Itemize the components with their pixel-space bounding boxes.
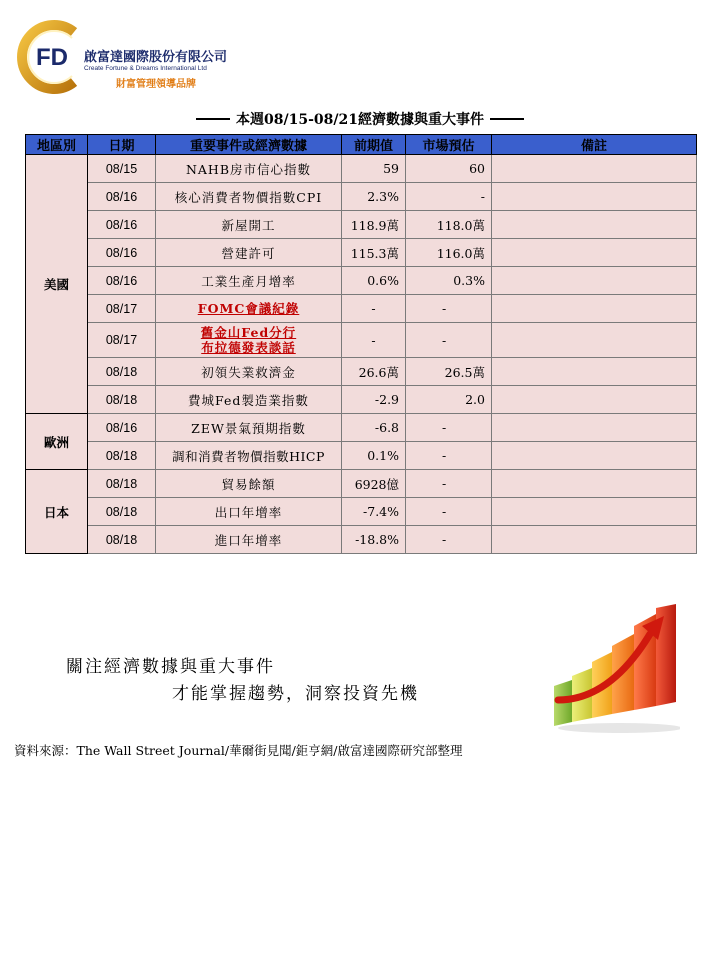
previous-cell: 6928億 (342, 470, 406, 498)
previous-cell: 26.6萬 (342, 358, 406, 386)
event-cell: 工業生產月增率 (156, 267, 342, 295)
event-cell: 費城Fed製造業指數 (156, 386, 342, 414)
notes-cell (492, 183, 697, 211)
footer-slogan-line-1: 關注經濟數據與重大事件 (66, 657, 275, 677)
footer-slogan-line-2: 才能掌握趨勢，洞察投資先機 (172, 684, 419, 704)
date-cell: 08/18 (88, 498, 156, 526)
event-cell: 貿易餘額 (156, 470, 342, 498)
notes-cell (492, 295, 697, 323)
company-logo (14, 18, 254, 98)
forecast-cell: - (406, 526, 492, 554)
notes-cell (492, 386, 697, 414)
notes-cell (492, 358, 697, 386)
previous-cell: 2.3% (342, 183, 406, 211)
forecast-cell: 60 (406, 155, 492, 183)
notes-cell (492, 414, 697, 442)
event-line-2: 布拉德發表談話 (201, 340, 296, 355)
date-cell: 08/18 (88, 442, 156, 470)
cfd-logo-icon (14, 18, 92, 96)
table-row (26, 323, 697, 358)
table-row (26, 470, 697, 498)
event-cell: 進口年增率 (156, 526, 342, 554)
forecast-cell: - (406, 323, 492, 358)
growth-arrow-chart-icon (550, 604, 680, 734)
notes-cell (492, 211, 697, 239)
notes-cell (492, 267, 697, 295)
table-row (26, 295, 697, 323)
notes-cell (492, 470, 697, 498)
event-cell-highlight: FOMC會議紀錄 (156, 295, 342, 323)
previous-cell: -6.8 (342, 414, 406, 442)
date-cell: 08/18 (88, 470, 156, 498)
date-cell: 08/16 (88, 414, 156, 442)
date-cell: 08/15 (88, 155, 156, 183)
date-cell: 08/16 (88, 211, 156, 239)
company-name-cn: 啟富達國際股份有限公司 (84, 50, 228, 65)
economic-events-table (25, 134, 697, 554)
event-cell-highlight (156, 323, 342, 358)
table-row (26, 414, 697, 442)
header-notes: 備註 (492, 135, 697, 155)
header-region: 地區別 (26, 135, 88, 155)
company-name-en: Create Fortune & Dreams International Ltd (84, 65, 207, 72)
previous-cell: 118.9萬 (342, 211, 406, 239)
header-date: 日期 (88, 135, 156, 155)
title-rule-right (490, 118, 524, 120)
date-cell: 08/17 (88, 295, 156, 323)
date-cell: 08/18 (88, 358, 156, 386)
previous-cell: 115.3萬 (342, 239, 406, 267)
date-cell: 08/16 (88, 239, 156, 267)
brand-slogan: 財富管理領導品牌 (116, 79, 196, 90)
forecast-cell: 0.3% (406, 267, 492, 295)
notes-cell (492, 498, 697, 526)
table-row (26, 386, 697, 414)
table-row (26, 183, 697, 211)
event-cell: 出口年增率 (156, 498, 342, 526)
page-title: 本週08/15-08/21經濟數據與重大事件 (236, 112, 484, 128)
date-cell: 08/16 (88, 267, 156, 295)
notes-cell (492, 239, 697, 267)
previous-cell: 0.6% (342, 267, 406, 295)
page-title-row (150, 108, 570, 130)
previous-cell: -18.8% (342, 526, 406, 554)
previous-cell: 59 (342, 155, 406, 183)
date-cell: 08/18 (88, 386, 156, 414)
region-cell-europe: 歐洲 (26, 414, 88, 470)
header-previous: 前期值 (342, 135, 406, 155)
forecast-cell: - (406, 442, 492, 470)
table-row (26, 239, 697, 267)
table-header-row (26, 135, 697, 155)
table-row (26, 155, 697, 183)
title-rule-left (196, 118, 230, 120)
forecast-cell: - (406, 498, 492, 526)
previous-cell: - (342, 323, 406, 358)
previous-cell: 0.1% (342, 442, 406, 470)
header-event: 重要事件或經濟數據 (156, 135, 342, 155)
header-forecast: 市場預估 (406, 135, 492, 155)
forecast-cell: - (406, 414, 492, 442)
notes-cell (492, 323, 697, 358)
previous-cell: -7.4% (342, 498, 406, 526)
previous-cell: - (342, 295, 406, 323)
svg-text:FD: FD (36, 44, 68, 71)
date-cell: 08/18 (88, 526, 156, 554)
table-row (26, 442, 697, 470)
event-cell: 營建許可 (156, 239, 342, 267)
event-cell: 初領失業救濟金 (156, 358, 342, 386)
forecast-cell: 26.5萬 (406, 358, 492, 386)
event-line-1: 舊金山Fed分行 (200, 325, 297, 340)
event-cell: 調和消費者物價指數HICP (156, 442, 342, 470)
notes-cell (492, 155, 697, 183)
table-row (26, 526, 697, 554)
event-cell: ZEW景氣預期指數 (156, 414, 342, 442)
date-cell: 08/16 (88, 183, 156, 211)
table-row (26, 267, 697, 295)
table-row (26, 498, 697, 526)
date-cell: 08/17 (88, 323, 156, 358)
region-cell-japan: 日本 (26, 470, 88, 554)
region-cell-us: 美國 (26, 155, 88, 414)
forecast-cell: - (406, 470, 492, 498)
event-cell: 核心消費者物價指數CPI (156, 183, 342, 211)
event-cell: 新屋開工 (156, 211, 342, 239)
forecast-cell: 118.0萬 (406, 211, 492, 239)
previous-cell: -2.9 (342, 386, 406, 414)
forecast-cell: - (406, 183, 492, 211)
forecast-cell: 2.0 (406, 386, 492, 414)
table-row (26, 358, 697, 386)
source-note: 資料來源：The Wall Street Journal/華爾街見聞/鉅亨網/啟富達國際研究部整理 (14, 743, 463, 758)
forecast-cell: 116.0萬 (406, 239, 492, 267)
notes-cell (492, 442, 697, 470)
forecast-cell: - (406, 295, 492, 323)
table-row (26, 211, 697, 239)
notes-cell (492, 526, 697, 554)
event-cell: NAHB房市信心指數 (156, 155, 342, 183)
